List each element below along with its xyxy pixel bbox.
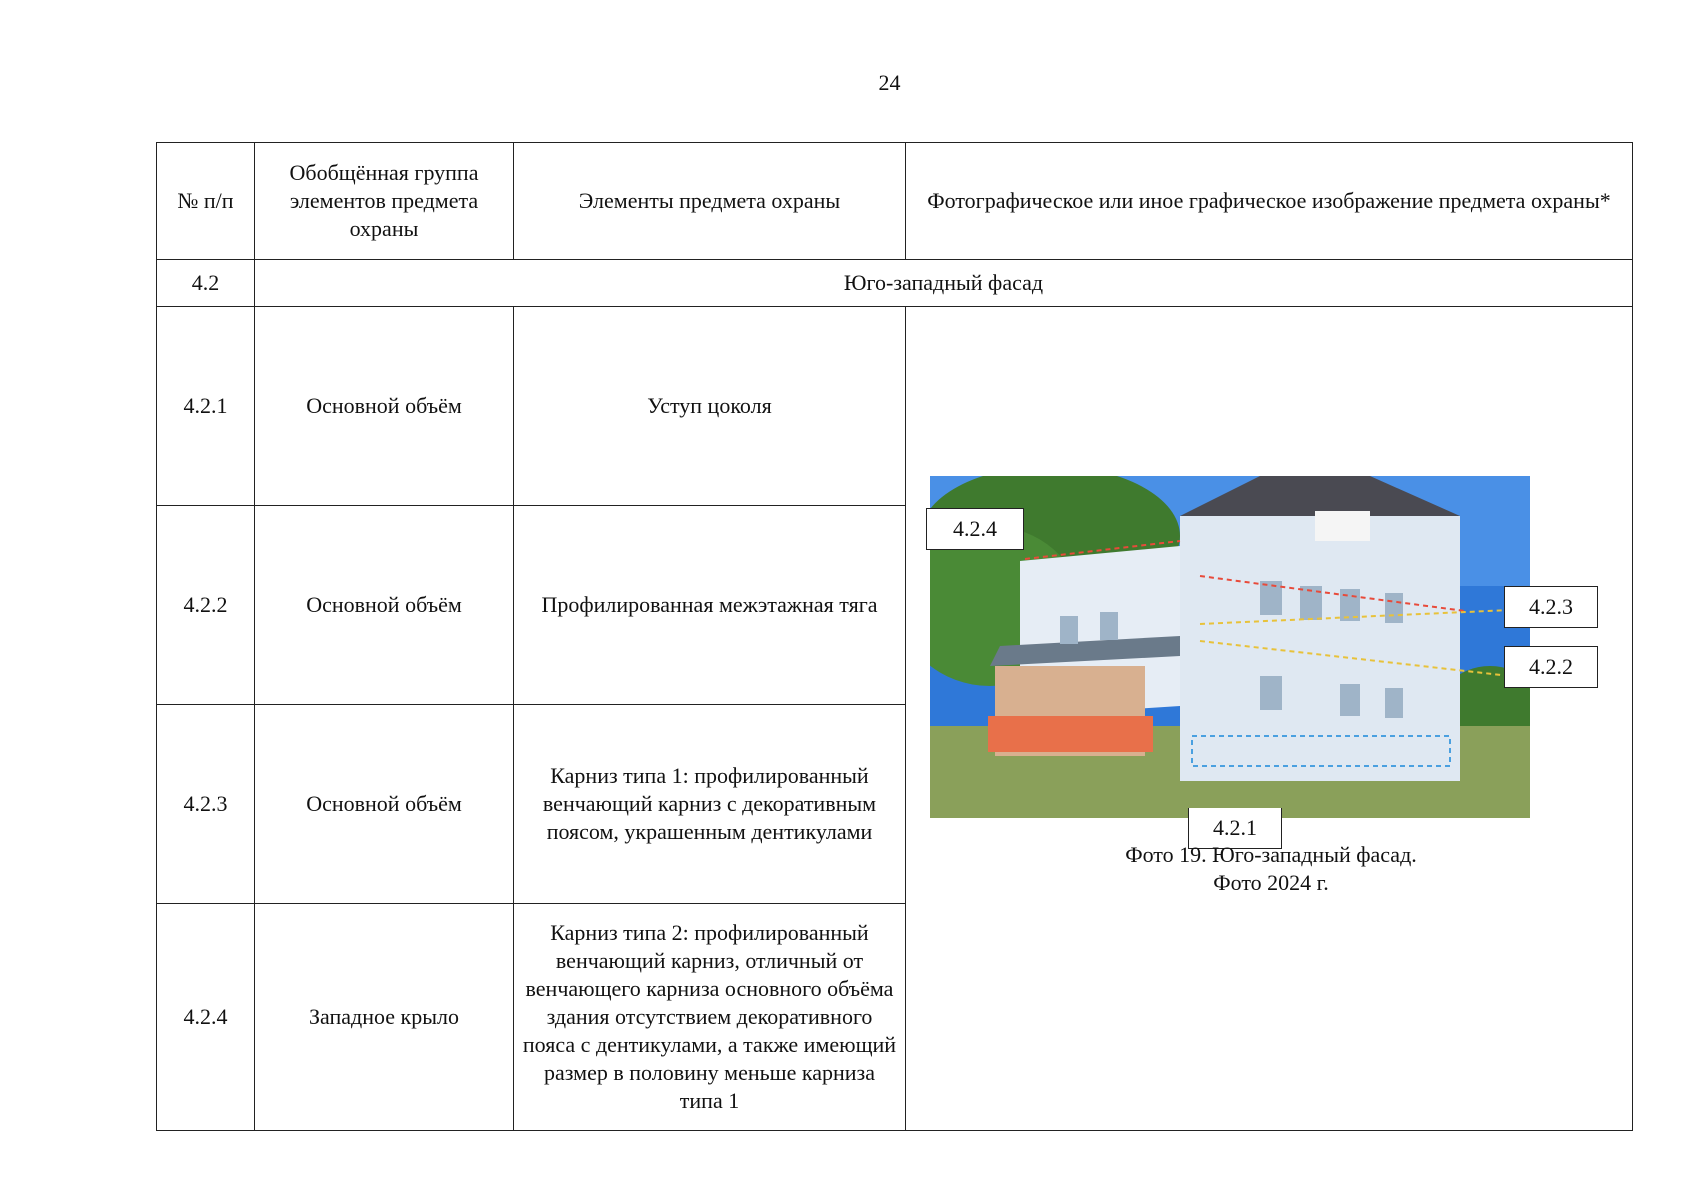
- section-title: Юго-западный фасад: [255, 260, 1633, 307]
- table-row: [157, 307, 1633, 506]
- row-group: Основной объём: [255, 705, 514, 904]
- row-number: 4.2.3: [157, 705, 255, 904]
- table-header-row: [157, 143, 1633, 260]
- row-number: 4.2.2: [157, 506, 255, 705]
- photo-caption-line1: Фото 19. Юго-западный фасад.: [1125, 841, 1417, 867]
- callout-4-2-4: 4.2.4: [926, 508, 1024, 550]
- row-group: Основной объём: [255, 307, 514, 506]
- row-element: Карниз типа 2: профилированный венчающий карниз, отличный от венчающего карниза основного объёма здания отсутствием декоративного пояса с дентикулами, а также имеющий размер в половину меньше карниза типа 1: [514, 904, 906, 1131]
- header-image: Фотографическое или иное графическое изображение предмета охраны*: [906, 143, 1633, 260]
- header-group: Обобщённая группа элементов предмета охраны: [255, 143, 514, 260]
- protection-elements-table: [156, 142, 1633, 1131]
- row-number: 4.2.4: [157, 904, 255, 1131]
- row-element: Уступ цоколя: [514, 307, 906, 506]
- section-row: [157, 260, 1633, 307]
- row-group: Основной объём: [255, 506, 514, 705]
- section-number: 4.2: [157, 260, 255, 307]
- header-number: № п/п: [157, 143, 255, 260]
- callout-4-2-2: 4.2.2: [1504, 646, 1598, 688]
- photo-caption-line2: Фото 2024 г.: [1213, 869, 1329, 895]
- header-elements: Элементы предмета охраны: [514, 143, 906, 260]
- row-group: Западное крыло: [255, 904, 514, 1131]
- row-element: Карниз типа 1: профилированный венчающий карниз с декоративным поясом, украшенным дентикулами: [514, 705, 906, 904]
- row-element: Профилированная межэтажная тяга: [514, 506, 906, 705]
- photo-cell: [906, 307, 1633, 1131]
- page-number: 24: [878, 70, 901, 95]
- callout-4-2-1: 4.2.1: [1188, 808, 1282, 849]
- facade-photo-figure: [930, 476, 1573, 840]
- callout-4-2-3: 4.2.3: [1504, 586, 1598, 628]
- row-number: 4.2.1: [157, 307, 255, 506]
- photo-caption: [906, 841, 1636, 897]
